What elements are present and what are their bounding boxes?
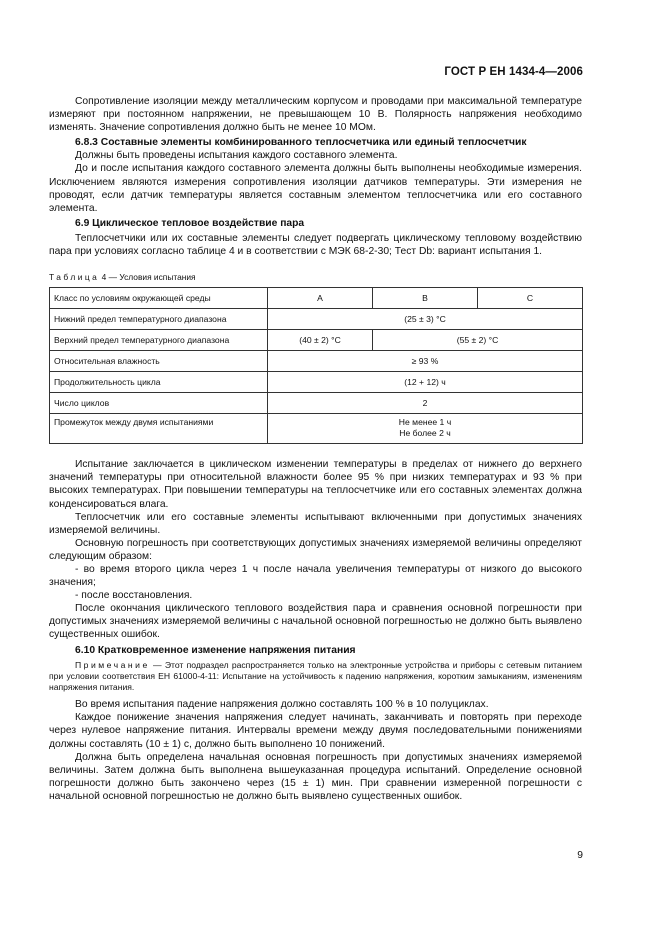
table-cell: ≥ 93 % (268, 351, 583, 372)
table-cell: Промежуток между двумя испытаниями (50, 414, 268, 444)
list-item: - во время второго цикла через 1 ч после начала увеличения температуры от низкого до высокого значения; (49, 563, 582, 589)
table-row (50, 393, 583, 414)
note-text: — Этот подраздел распространяется только на электронные устройства и приборы с сетевым питанием при условии соответствия ЕН 61000-4-11: Испытание на устойчивость к падению напряжения, коротким замыканиям, изменениям напряжения питания. (49, 659, 582, 693)
table-caption (49, 271, 582, 284)
table-cell: Класс по условиям окружающей среды (50, 288, 268, 309)
table-row (50, 330, 583, 351)
note-word: Примечание (75, 659, 150, 670)
table-row (50, 288, 583, 309)
table-cell: A (268, 288, 373, 309)
standard-id: ГОСТ Р ЕН 1434-4—2006 (444, 66, 583, 78)
section-heading-6-9: 6.9 Циклическое тепловое воздействие пара (75, 217, 305, 229)
table-caption-text: 4 — Условия испытания (99, 272, 196, 283)
list-item: - после восстановления. (75, 590, 193, 602)
table-caption-word: Таблица (49, 272, 100, 283)
section-heading-6-10: 6.10 Кратковременное изменение напряжения питания (75, 644, 356, 656)
test-conditions-table (49, 287, 583, 444)
table-cell: (40 ± 2) °С (268, 330, 373, 351)
table-cell: C (478, 288, 583, 309)
paragraph: Каждое понижение значения напряжения следует начинать, заканчивать и повторять при переходе через нулевое напряжение питания. Интервалы времени между двумя последовательными понижениями должны составлять (10 ± 1) с, должно быть выполнено 10 понижений. (49, 712, 582, 750)
table-cell: Верхний предел температурного диапазона (50, 330, 268, 351)
table-row (50, 309, 583, 330)
paragraph: Теплосчетчик или его составные элементы испытывают включенными при допустимых значениях измеряемой величины. (49, 511, 582, 536)
table-cell: (55 ± 2) °С (373, 330, 583, 351)
paragraph: Основную погрешность при соответствующих допустимых значениях измеряемой величины определяют следующим образом: (49, 537, 582, 562)
table-cell: Относительная влажность (50, 351, 268, 372)
note (49, 660, 582, 694)
table-cell: Нижний предел температурного диапазона (50, 309, 268, 330)
table-cell (268, 414, 583, 444)
table-row (50, 414, 583, 444)
paragraph: После окончания циклического теплового воздействия пара и сравнения основной погрешности при допустимых значениях измеряемой величины с начальной основной погрешностью не должно быть выявлено существенных ошибок. (49, 603, 582, 641)
table-cell-line: Не более 2 ч (399, 427, 451, 438)
table-cell: (25 ± 3) °С (268, 309, 583, 330)
table-cell: Продолжительность цикла (50, 372, 268, 393)
paragraph: Во время испытания падение напряжения должно составлять 100 % в 10 полуциклах. (75, 699, 489, 711)
page-content (49, 95, 582, 803)
table-row (50, 372, 583, 393)
paragraph: Должна быть определена начальная основная погрешность при допустимых значениях измеряемой величины. Затем должна быть выполнена вышеуказанная процедура испытаний. Определение основной погрешности должно быть закончено через (15 ± 1) мин. При сравнении измеренной погрешности с начальной основной погрешностью не должно быть выявлено существенных ошибок. (49, 751, 582, 802)
table-cell: B (373, 288, 478, 309)
table-row (50, 351, 583, 372)
table-cell: 2 (268, 393, 583, 414)
table-cell: (12 + 12) ч (268, 372, 583, 393)
paragraph: До и после испытания каждого составного элемента должны быть выполнены необходимые измерения. Исключением являются измерения сопротивления изоляции датчиков температуры. Эти измерения не проводят, если датчик температуры является составным элементом теплосчетчика или его составного элемента. (49, 163, 582, 214)
paragraph: Испытание заключается в циклическом изменении температуры в пределах от нижнего до верхнего значений температуры при относительной влажности более 95 % при низких температурах и 93 % при высоких температурах. При повышении температуры на теплосчетчике или его составных элементах должна конденсироваться влага. (49, 459, 582, 510)
table-cell-line: Не менее 1 ч (398, 417, 452, 428)
paragraph: Сопротивление изоляции между металлическим корпусом и проводами при максимальной температуре измеряют при постоянном напряжении, не превышающем 10 В. Полярность напряжения необходимо изменять. Значение сопротивления должно быть не менее 10 МОм. (49, 96, 582, 134)
paragraph: Теплосчетчики или их составные элементы следует подвергать циклическому тепловому воздействию пара при условиях согласно таблице 4 и в соответствии с МЭК 68-2-30; Тест Db: вариант испытания 1. (49, 232, 582, 258)
paragraph: Должны быть проведены испытания каждого составного элемента. (75, 150, 398, 162)
page-number: 9 (577, 850, 583, 861)
table-cell: Число циклов (50, 393, 268, 414)
section-heading-6-8-3: 6.8.3 Составные элементы комбинированного теплосчетчика или единый теплосчетчик (75, 137, 527, 149)
